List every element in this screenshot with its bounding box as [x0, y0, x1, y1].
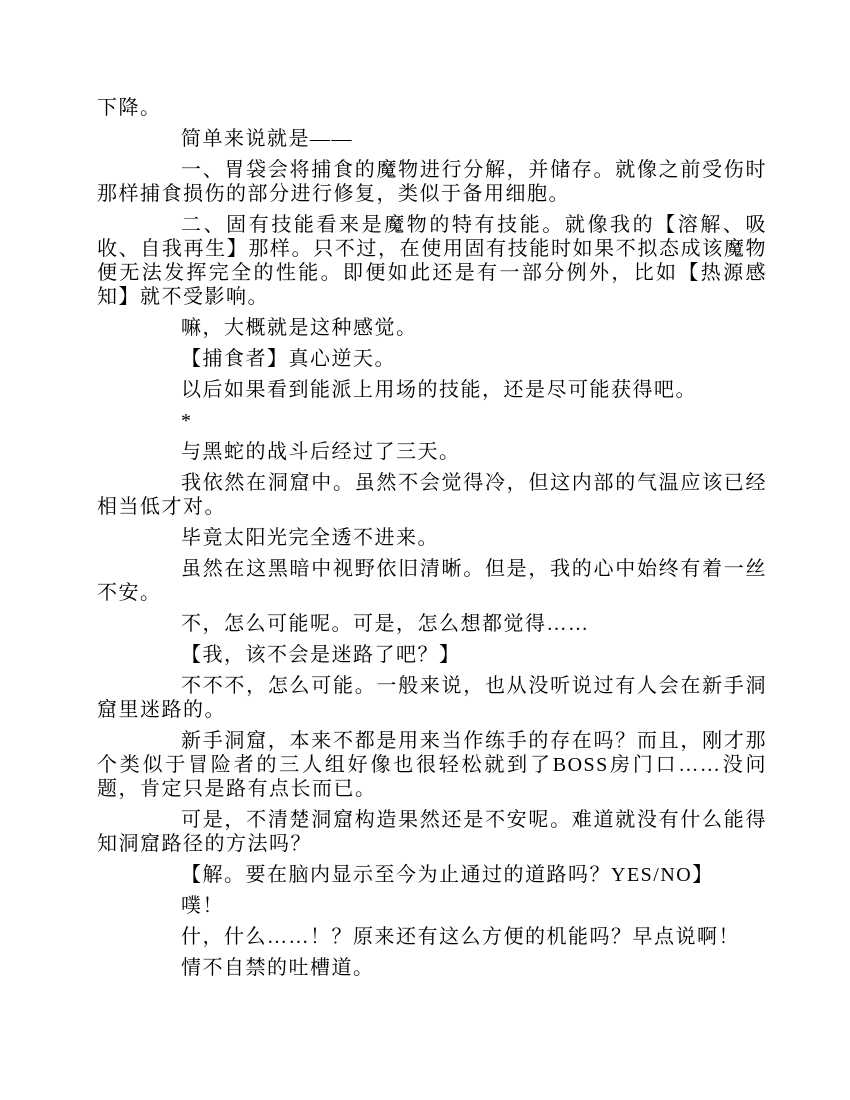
paragraph: 嘛，大概就是这种感觉。 — [181, 317, 418, 339]
paragraph: 虽然在这黑暗中视野依旧清晰。但是，我的心中始终有着一丝不安。 — [97, 558, 767, 604]
paragraph: 【捕食者】真心逆天。 — [181, 348, 396, 370]
paragraph: 什，什么……！？原来还有这么方便的机能吗？早点说啊！ — [181, 926, 740, 948]
paragraph: 二、固有技能看来是魔物的特有技能。就像我的【溶解、吸收、自我再生】那样。只不过，在使用固有技能时如果不拟态成该魔物便无法发挥完全的性能。即便如此还是有一部分例外，比如【热源感知】就不受影响。 — [97, 214, 767, 308]
paragraph: 新手洞窟，本来不都是用来当作练手的存在吗？而且，刚才那个类似于冒险者的三人组好像也很轻松就到了BOSS房门口……没问题，肯定只是路有点长而已。 — [97, 730, 767, 800]
paragraph: 可是，不清楚洞窟构造果然还是不安呢。难道就没有什么能得知洞窟路径的方法吗？ — [97, 809, 767, 855]
paragraph: 【解。要在脑内显示至今为止通过的道路吗？YES/NO】 — [181, 864, 714, 886]
paragraph: 不，怎么可能呢。可是，怎么想都觉得…… — [181, 613, 590, 635]
paragraph: 下降。 — [97, 97, 162, 119]
paragraph: 一、胃袋会将捕食的魔物进行分解，并储存。就像之前受伤时那样捕食损伤的部分进行修复，类似于备用细胞。 — [97, 159, 767, 205]
paragraph: 噗！ — [181, 895, 224, 917]
paragraph: 情不自禁的吐槽道。 — [181, 957, 375, 979]
paragraph: 不不不，怎么可能。一般来说，也从没听说过有人会在新手洞窟里迷路的。 — [97, 675, 767, 721]
paragraph: 毕竟太阳光完全透不进来。 — [181, 527, 439, 549]
paragraph: 简单来说就是—— — [181, 128, 353, 150]
paragraph: 与黑蛇的战斗后经过了三天。 — [181, 441, 461, 463]
page-text — [97, 96, 767, 987]
paragraph: 【我，该不会是迷路了吧？】 — [181, 644, 461, 666]
paragraph: 我依然在洞窟中。虽然不会觉得冷，但这内部的气温应该已经相当低才对。 — [97, 472, 767, 518]
paragraph: * — [181, 410, 193, 432]
paragraph: 以后如果看到能派上用场的技能，还是尽可能获得吧。 — [181, 379, 697, 401]
